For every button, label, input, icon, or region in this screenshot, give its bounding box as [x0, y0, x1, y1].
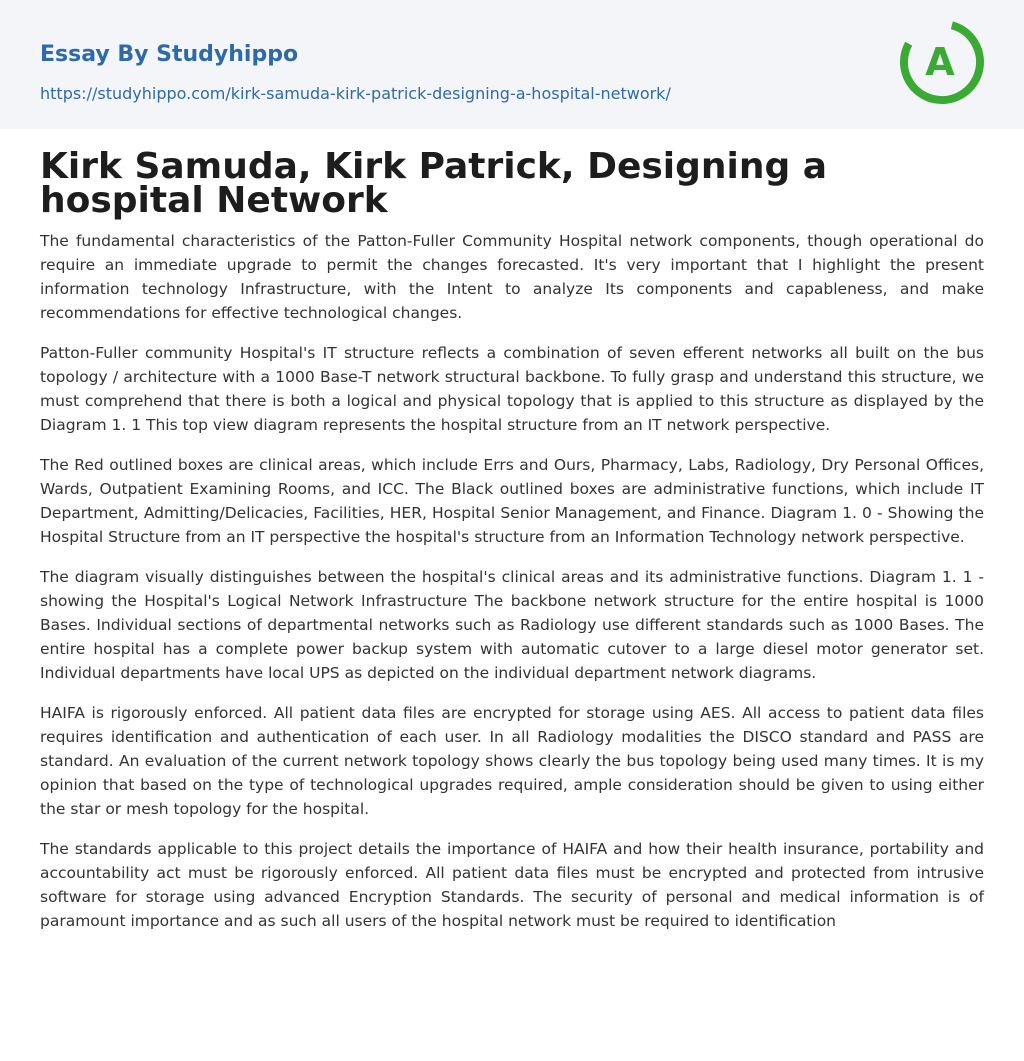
- site-header: [0, 0, 1024, 129]
- studyhippo-a-logo-icon[interactable]: [898, 18, 986, 106]
- essay-paragraph: Patton-Fuller community Hospital's IT structure reflects a combination of seven efferent networks all built on the bus topology / architecture with a 1000 Base-T network structural backbone. To fully grasp and understand this structure, we must comprehend that there is both a logical and physical topology that is applied to this structure as displayed by the Diagram 1. 1 This top view diagram represents the hospital structure from an IT network perspective.: [40, 344, 984, 434]
- essay-paragraph: The standards applicable to this project details the importance of HAIFA and how their health insurance, portability and accountability act must be rigorously enforced. All patient data files must be encrypted and protected from intrusive software for storage using advanced Encryption Standards. The security of personal and medical information is of paramount importance and as such all users of the hospital network must be required to identification: [40, 840, 984, 930]
- essay-paragraph: The diagram visually distinguishes between the hospital's clinical areas and its administrative functions. Diagram 1. 1 - showing the Hospital's Logical Network Infrastructure The backbone network structure for the entire hospital is 1000 Bases. Individual sections of departmental networks such as Radiology use different standards such as 1000 Bases. The entire hospital has a complete power backup system with automatic cutover to a large diesel motor generator set. Individual departments have local UPS as depicted on the individual department network diagrams.: [40, 568, 984, 682]
- essay-body: [40, 229, 984, 949]
- essay-paragraph: The Red outlined boxes are clinical areas, which include Errs and Ours, Pharmacy, Labs, Radiology, Dry Personal Offices, Wards, Outpatient Examining Rooms, and ICC. The Black outlined boxes are administrative functions, which include IT Department, Admitting/Delicacies, Facilities, HER, Hospital Senior Management, and Finance. Diagram 1. 0 - Showing the Hospital Structure from an IT perspective the hospital's structure from an Information Technology network perspective.: [40, 456, 984, 546]
- logo-letter: A: [925, 40, 955, 84]
- essay-paragraph: HAIFA is rigorously enforced. All patient data files are encrypted for storage using AES. All access to patient data files requires identification and authentication of each user. In all Radiology modalities the DISCO standard and PASS are standard. An evaluation of the current network topology shows clearly the bus topology being used many times. It is my opinion that based on the type of technological upgrades required, ample consideration should be given to using either the star or mesh topology for the hospital.: [40, 704, 984, 818]
- essay-paragraph: The fundamental characteristics of the Patton-Fuller Community Hospital network components, though operational do require an immediate upgrade to permit the changes forecasted. It's very important that I highlight the present information technology Infrastructure, with the Intent to analyze Its components and capableness, and make recommendations for effective technological changes.: [40, 232, 984, 322]
- essay-url-link[interactable]: https://studyhippo.com/kirk-samuda-kirk-patrick-designing-a-hospital-network/: [40, 84, 671, 103]
- page-title: Kirk Samuda, Kirk Patrick, Designing a hospital Network: [40, 146, 828, 221]
- brand-title: Essay By Studyhippo: [40, 42, 299, 67]
